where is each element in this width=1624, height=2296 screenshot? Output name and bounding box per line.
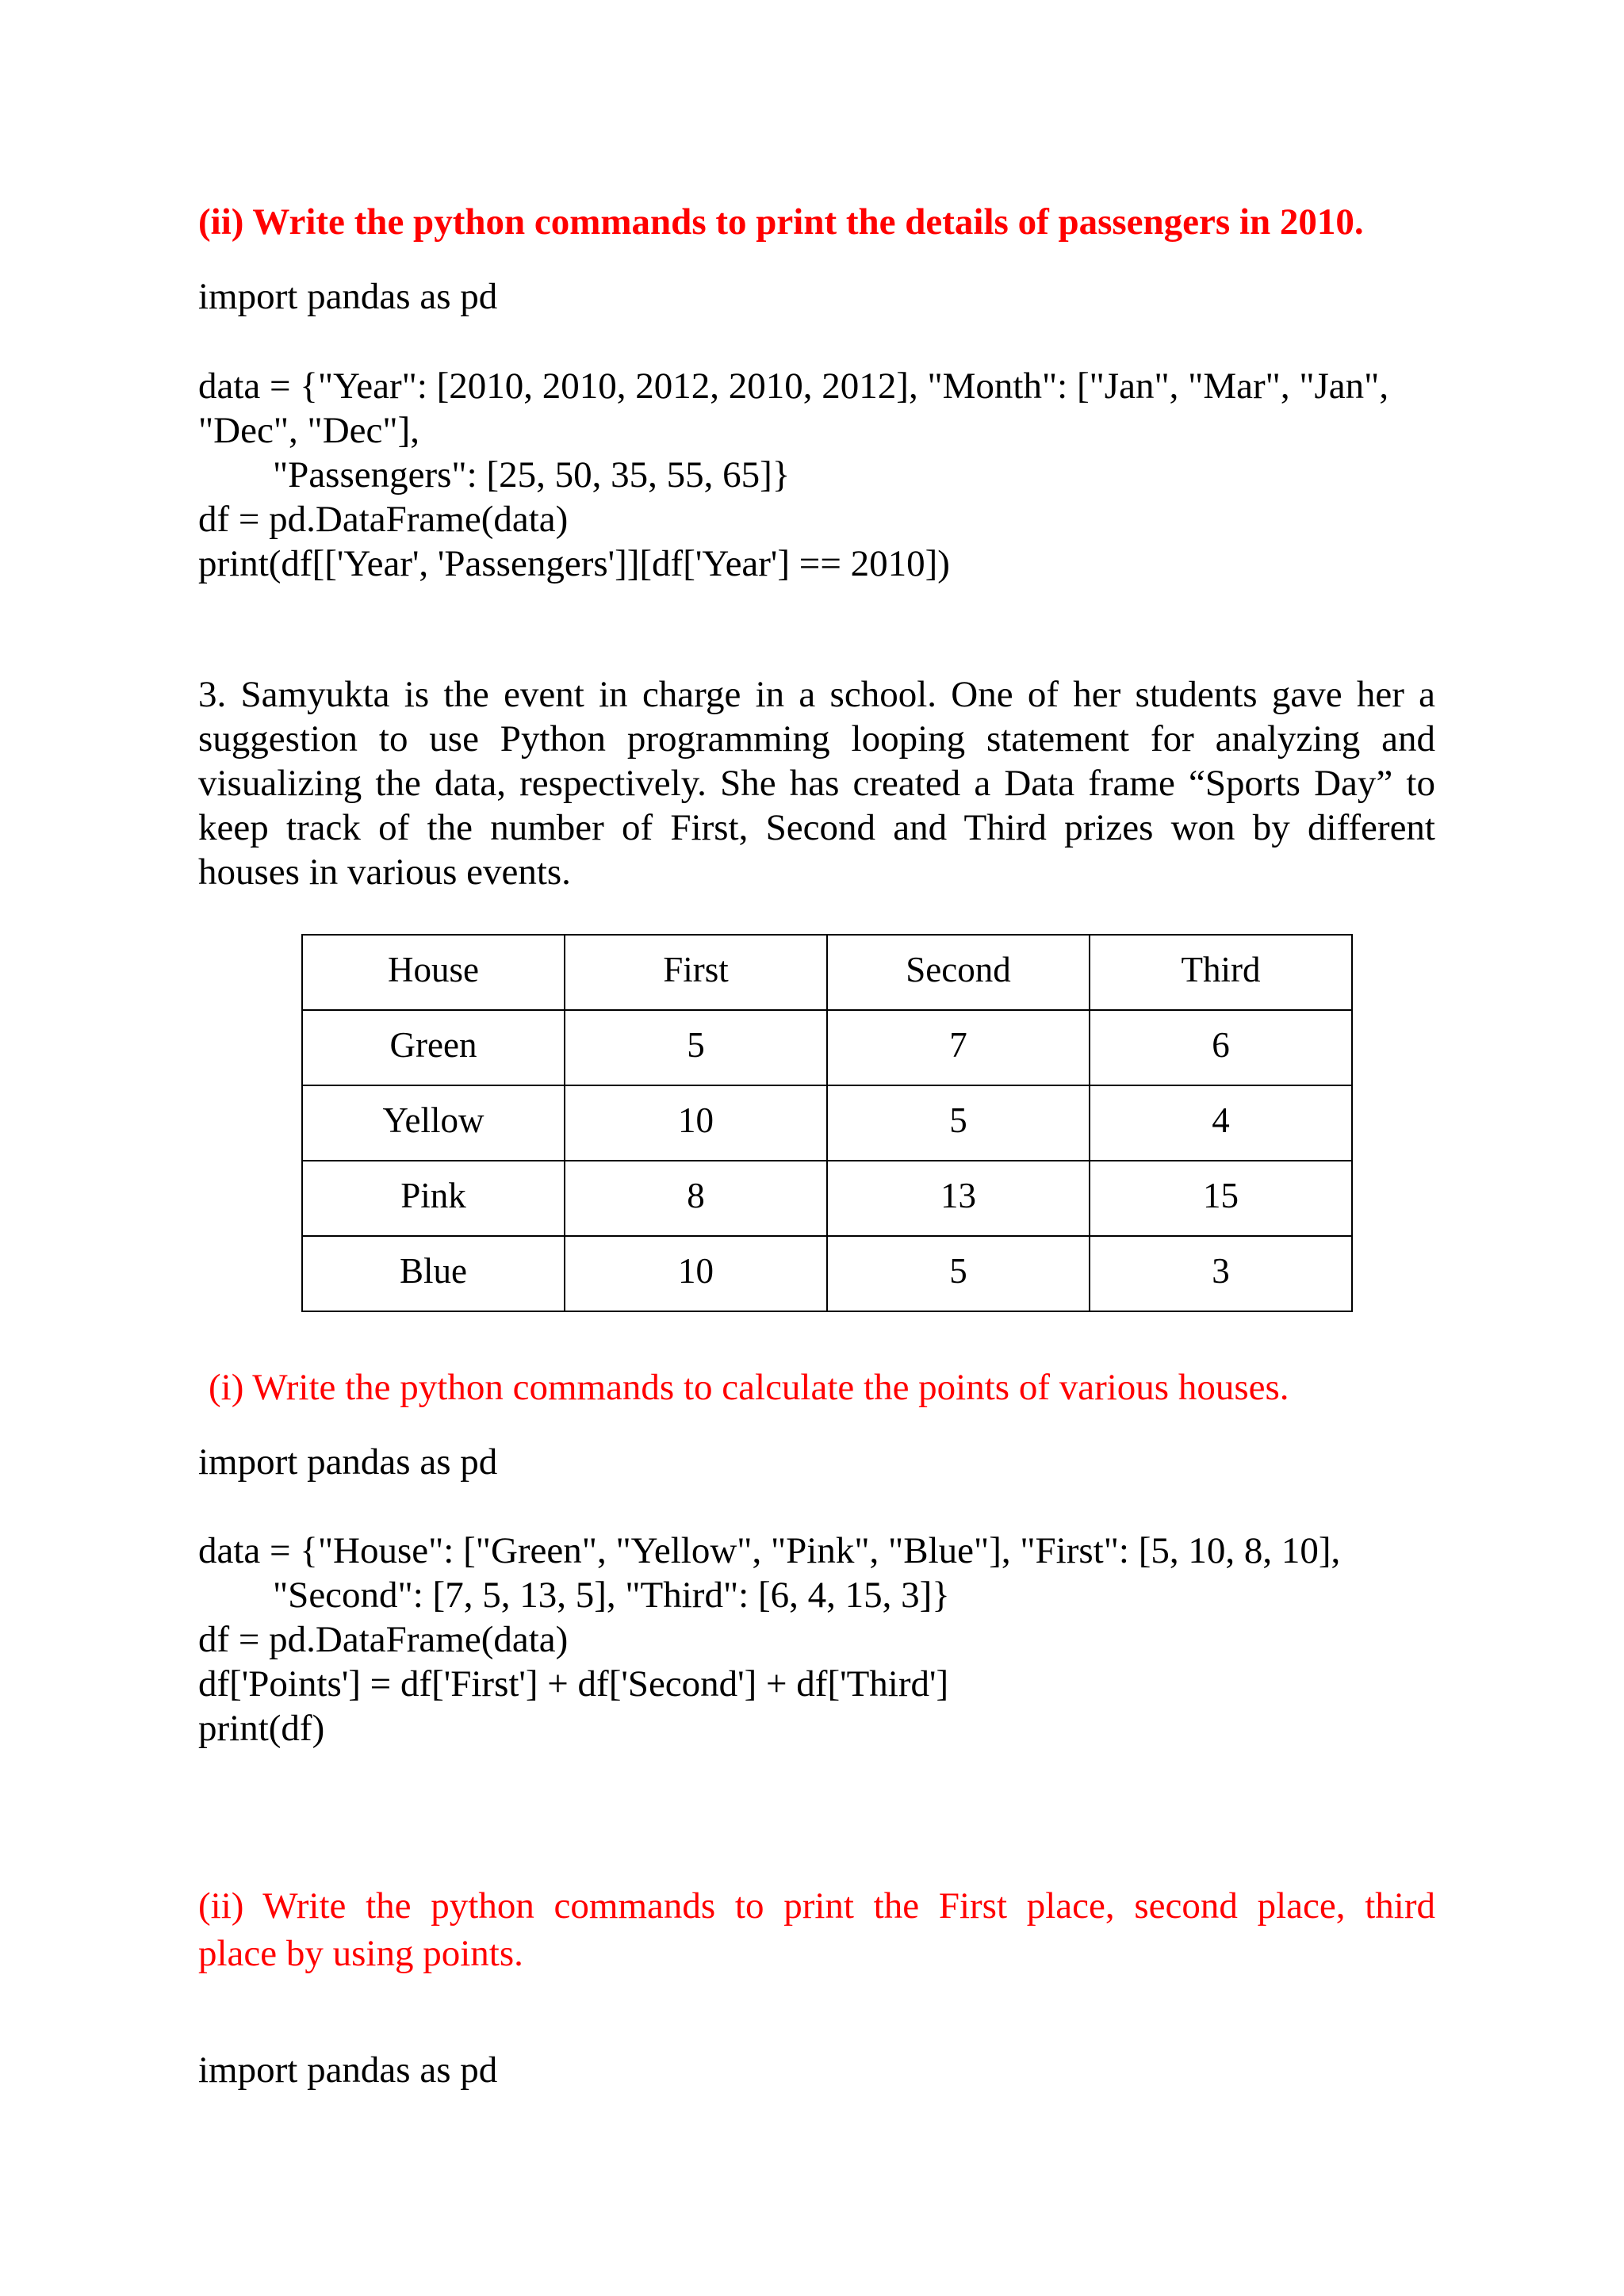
table-row xyxy=(302,1236,1352,1311)
table-cell: 7 xyxy=(827,1010,1090,1085)
code-line: "Second": [7, 5, 13, 5], "Third": [6, 4, 15, 3]} xyxy=(198,1575,950,1616)
header-cell-third: Third xyxy=(1090,935,1352,1010)
table-cell: 5 xyxy=(565,1010,827,1085)
ranking-question-heading xyxy=(198,1882,1435,1977)
heading-line: (ii) Write the python commands to print the First place, second place, third xyxy=(198,1885,1435,1927)
code-line: data = {"Year": [2010, 2010, 2012, 2010, 2012], "Month": ["Jan", "Mar", "Jan", xyxy=(198,365,1389,407)
table-cell: 5 xyxy=(827,1236,1090,1311)
table-cell: 3 xyxy=(1090,1236,1352,1311)
paragraph-line: keep track of the number of First, Second and Third prizes won by different xyxy=(198,807,1435,848)
table-cell: 15 xyxy=(1090,1161,1352,1236)
paragraph-line: houses in various events. xyxy=(198,851,571,893)
code-line: print(df[['Year', 'Passengers']][df['Year'] == 2010]) xyxy=(198,543,950,584)
table-row xyxy=(302,1161,1352,1236)
table-cell: Blue xyxy=(302,1236,565,1311)
code-line: import pandas as pd xyxy=(198,276,498,317)
table-cell: 10 xyxy=(565,1085,827,1161)
paragraph-line: 3. Samyukta is the event in charge in a school. One of her students gave her a xyxy=(198,674,1435,715)
heading-line: place by using points. xyxy=(198,1933,523,1974)
code-line: df['Points'] = df['First'] + df['Second'] + df['Third'] xyxy=(198,1663,949,1705)
table-cell: Green xyxy=(302,1010,565,1085)
code-line: import pandas as pd xyxy=(198,2049,498,2091)
table-cell: Pink xyxy=(302,1161,565,1236)
header-cell-first: First xyxy=(565,935,827,1010)
paragraph-line: visualizing the data, respectively. She has created a Data frame “Sports Day” to xyxy=(198,763,1435,804)
code-line: df = pd.DataFrame(data) xyxy=(198,499,569,540)
code-line: "Dec", "Dec"], xyxy=(198,410,419,451)
paragraph-line: suggestion to use Python programming looping statement for analyzing and xyxy=(198,718,1435,760)
table-row xyxy=(302,1010,1352,1085)
code-line: print(df) xyxy=(198,1708,325,1749)
header-cell-second: Second xyxy=(827,935,1090,1010)
code-line: data = {"House": ["Green", "Yellow", "Pink", "Blue"], "First": [5, 10, 8, 10], xyxy=(198,1530,1341,1571)
passengers-question-heading: (ii) Write the python commands to print the details of passengers in 2010. xyxy=(198,201,1364,243)
question-3-paragraph xyxy=(198,672,1435,894)
table-cell: Yellow xyxy=(302,1085,565,1161)
code-line: df = pd.DataFrame(data) xyxy=(198,1619,569,1660)
table-cell: 13 xyxy=(827,1161,1090,1236)
table-cell: 8 xyxy=(565,1161,827,1236)
table-cell: 10 xyxy=(565,1236,827,1311)
table-cell: 5 xyxy=(827,1085,1090,1161)
sports-day-table xyxy=(301,934,1353,1312)
table-row xyxy=(302,1085,1352,1161)
code-line: "Passengers": [25, 50, 35, 55, 65]} xyxy=(198,454,791,496)
table-cell: 6 xyxy=(1090,1010,1352,1085)
header-cell-house: House xyxy=(302,935,565,1010)
points-question-heading: (i) Write the python commands to calculate the points of various houses. xyxy=(209,1367,1289,1408)
code-line: import pandas as pd xyxy=(198,1441,498,1483)
table-header-row xyxy=(302,935,1352,1010)
table-cell: 4 xyxy=(1090,1085,1352,1161)
